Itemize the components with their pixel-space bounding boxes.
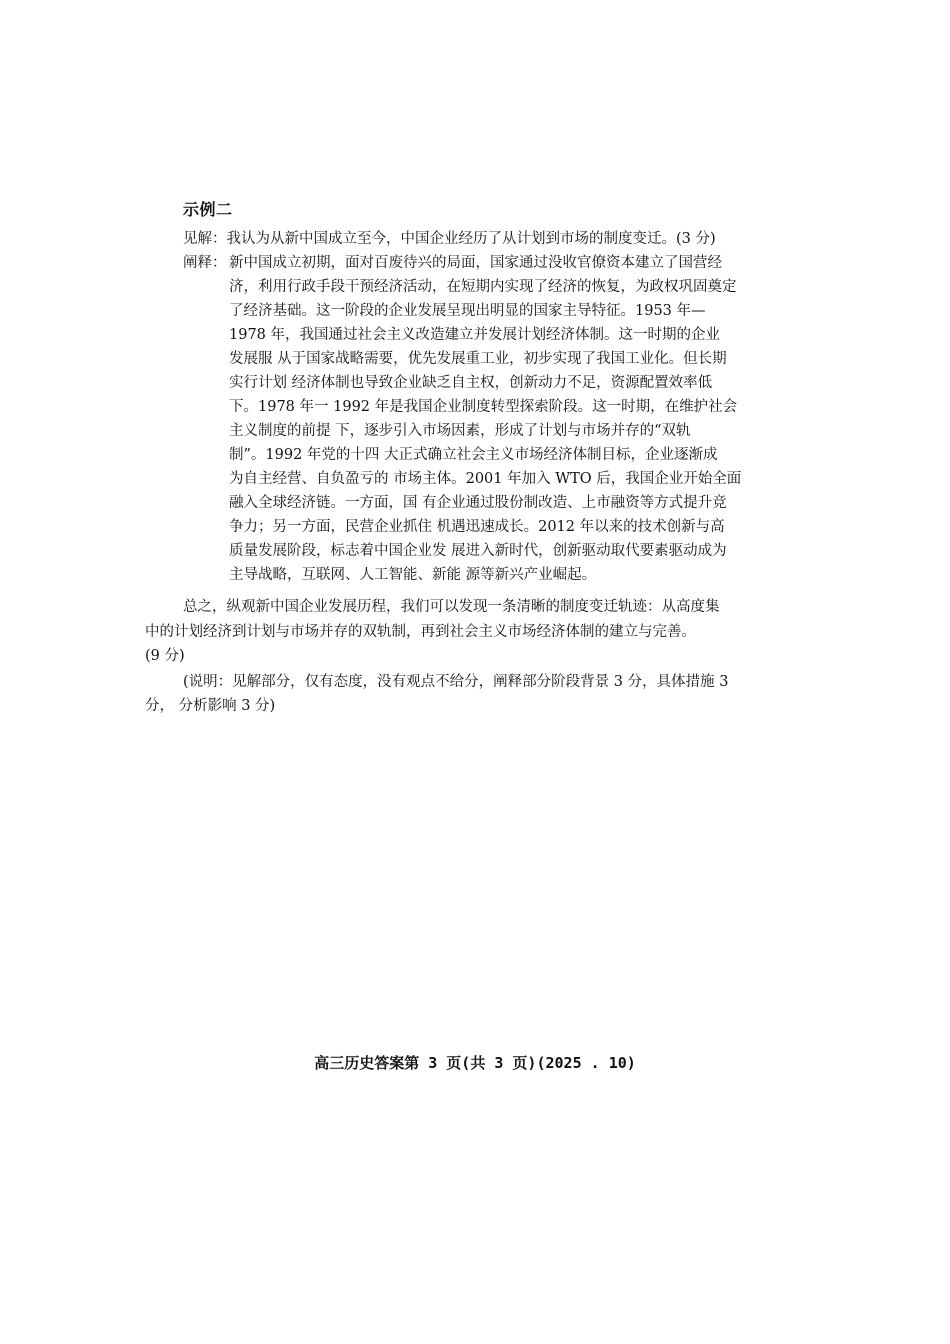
page-footer: 高三历史答案第 3 页(共 3 页)(2025 . 10) — [314, 1054, 636, 1072]
section-title: 示例二 — [183, 200, 233, 219]
summary-line: 总之，纵观新中国企业发展历程，我们可以发现一条清晰的制度变迁轨迹：从高度集 — [183, 599, 720, 615]
explanation-line: 为自主经营、自负盈亏的 市场主体。2001 年加入 WTO 后，我国企业开始全面 — [229, 471, 742, 487]
explanation-line: 了经济基础。这一阶段的企业发展呈现出明显的国家主导特征。1953 年— — [229, 303, 706, 319]
explanation-line: 下。1978 年一 1992 年是我国企业制度转型探索阶段。这一时期，在维护社会 — [229, 399, 738, 415]
explanation-line: 融入全球经济链。一方面，国 有企业通过股份制改造、上市融资等方式提升竞 — [229, 495, 727, 511]
explanation-line: 实行计划 经济体制也导致企业缺乏自主权，创新动力不足，资源配置效率低 — [229, 375, 713, 391]
note-line: 分， 分析影响 3 分) — [145, 698, 276, 714]
explanation-line: 新中国成立初期，面对百废待兴的局面，国家通过没收官僚资本建立了国营经 — [229, 255, 722, 271]
summary-line: (9 分) — [145, 648, 185, 664]
explanation-line: 争力；另一方面，民营企业抓住 机遇迅速成长。2012 年以来的技术创新与高 — [229, 519, 725, 535]
explanation-line: 主义制度的前提 下，逐步引入市场因素，形成了计划与市场并存的“双轨 — [229, 423, 691, 439]
explanation-line: 主导战略，互联网、人工智能、新能 源等新兴产业崛起。 — [229, 567, 597, 583]
viewpoint-label: 见解： — [183, 231, 227, 247]
explanation-line: 济，利用行政手段干预经济活动，在短期内实现了经济的恢复，为政权巩固奠定 — [229, 279, 737, 295]
explanation-line: 质量发展阶段，标志着中国企业发 展进入新时代，创新驱动取代要素驱动成为 — [229, 543, 727, 559]
viewpoint-text: 我认为从新中国成立至今，中国企业经历了从计划到市场的制度变迁。(3 分) — [226, 231, 716, 247]
note-line: (说明：见解部分，仅有态度，没有观点不给分，阐释部分阶段背景 3 分，具体措施 3 — [183, 674, 729, 690]
summary-line: 中的计划经济到计划与市场并存的双轨制，再到社会主义市场经济体制的建立与完善。 — [145, 624, 696, 640]
viewpoint-line — [183, 227, 716, 251]
explanation-line: 发展服 从于国家战略需要，优先发展重工业，初步实现了我国工业化。但长期 — [229, 351, 727, 367]
explanation-label: 阐释： — [183, 255, 227, 271]
explanation-line: 1978 年，我国通过社会主义改造建立并发展计划经济体制。这一时期的企业 — [229, 327, 721, 343]
explanation-line: 制”。1992 年党的十四 大正式确立社会主义市场经济体制目标，企业逐渐成 — [229, 447, 718, 463]
